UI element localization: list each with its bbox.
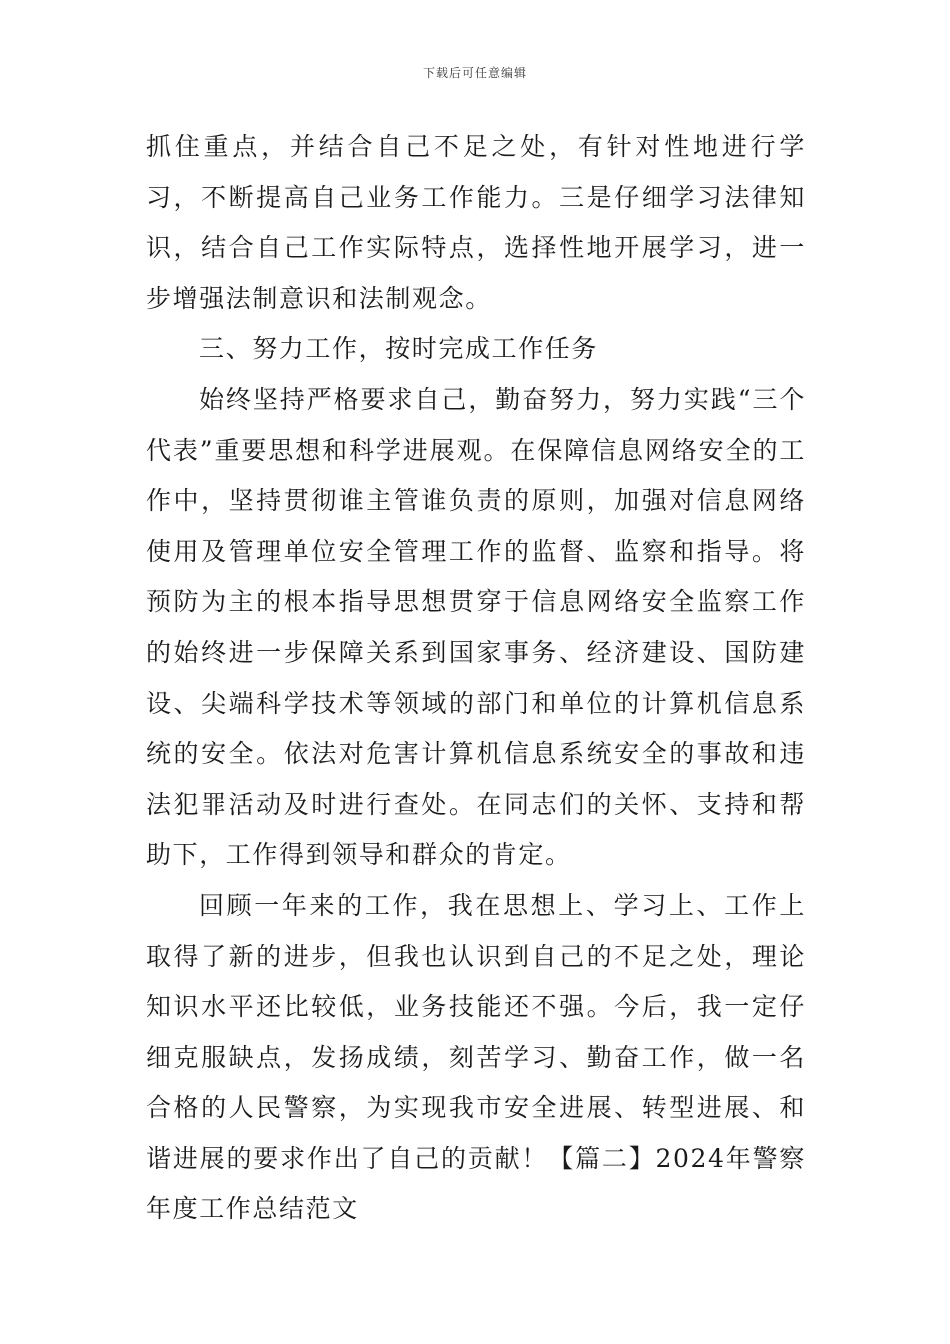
document-body (146, 122, 806, 1235)
paragraph-study-focus: 抓住重点，并结合自己不足之处，有针对性地进行学习，不断提高自己业务工作能力。三是仔细学习法律知识，结合自己工作实际特点，选择性地开展学习，进一步增强法制意识和法制观念。 (146, 132, 806, 313)
page-header-note: 下载后可任意编辑 (422, 66, 527, 80)
paragraph-year-review: 回顾一年来的工作，我在思想上、学习上、工作上取得了新的进步，但我也认识到自己的不足之处，理论知识水平还比较低，业务技能还不强。今后，我一定仔细克服缺点，发扬成绩，刻苦学习、勤奋工作，做一名合格的人民警察，为实现我市安全进展、转型进展、和谐进展的要求作出了自己的贡献！【篇二】2024年警察年度工作总结范文 (146, 890, 806, 1224)
paragraph-network-security: 始终坚持严格要求自己，勤奋努力，努力实践“三个代表”重要思想和科学进展观。在保障信息网络安全的工作中，坚持贯彻谁主管谁负责的原则，加强对信息网络使用及管理单位安全管理工作的监督、监察和指导。将预防为主的根本指导思想贯穿于信息网络安全监察工作的始终进一步保障关系到国家事务、经济建设、国防建设、尖端科学技术等领域的部门和单位的计算机信息系统的安全。依法对危害计算机信息系统安全的事故和违法犯罪活动及时进行查处。在同志们的关怀、支持和帮助下，工作得到领导和群众的肯定。 (146, 384, 806, 870)
section-heading-work-tasks: 三、努力工作，按时完成工作任务 (199, 334, 599, 364)
